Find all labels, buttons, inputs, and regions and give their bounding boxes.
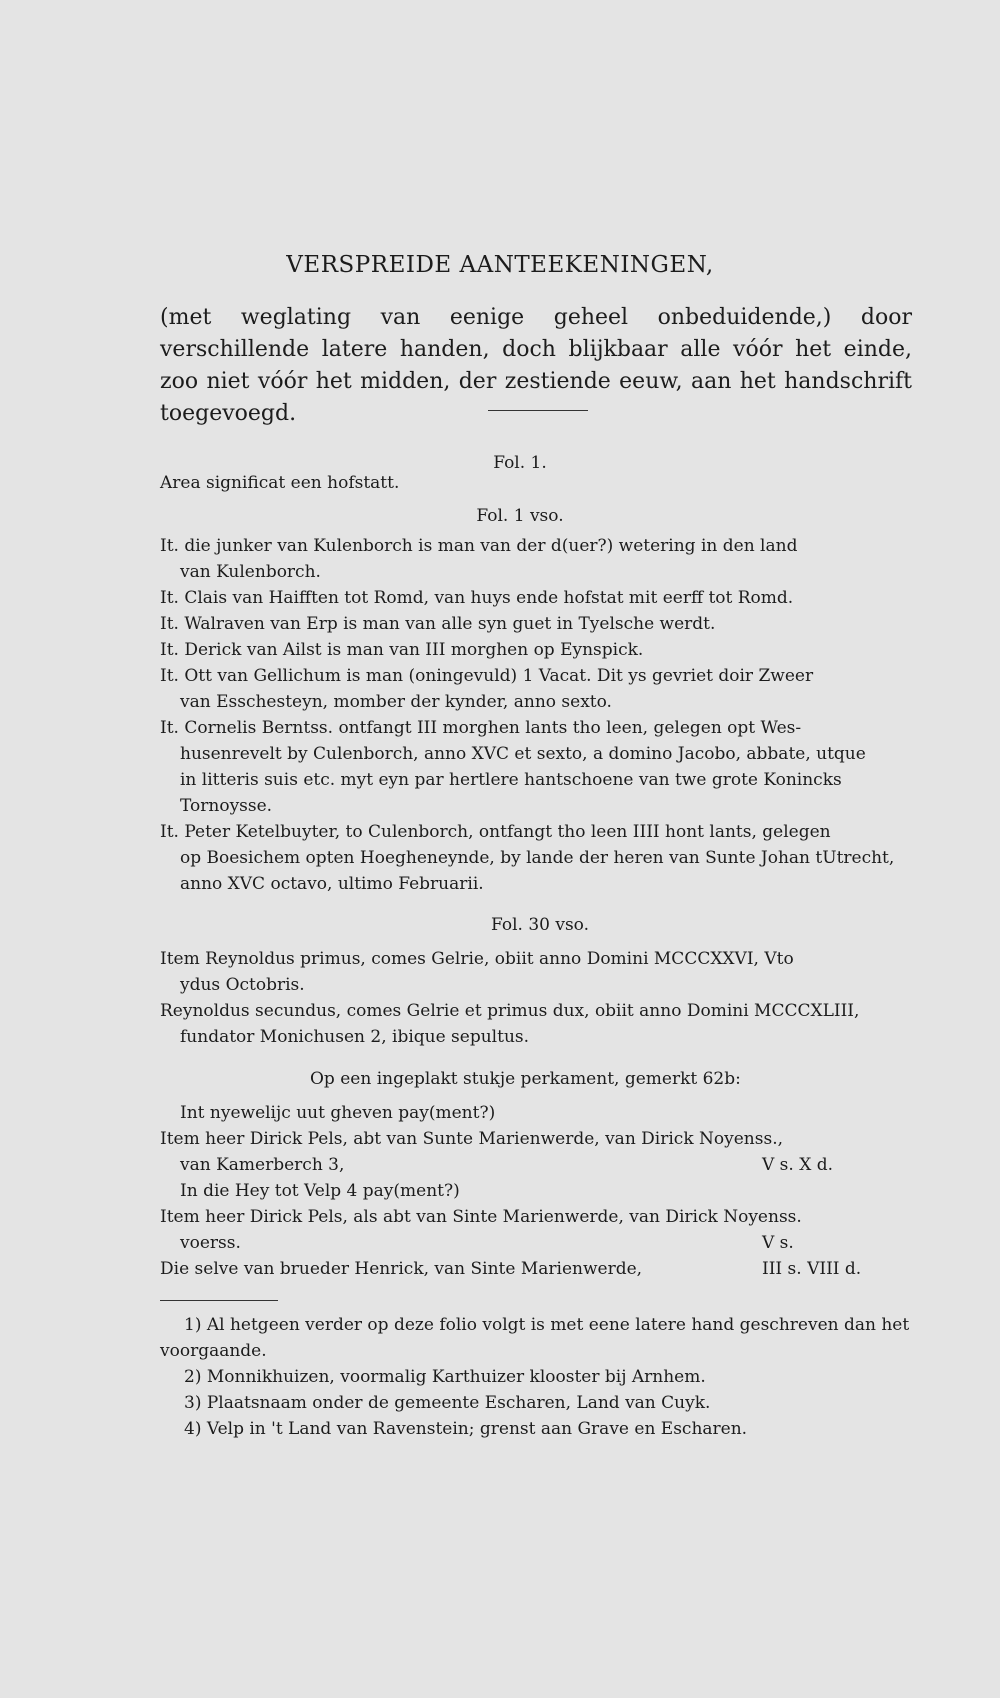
entry-line: van Esschesteyn, momber der kynder, anno sexto. — [180, 692, 612, 712]
folio-heading-1vso: Fol. 1 vso. — [476, 506, 564, 526]
folio-heading-1: Fol. 1. — [493, 453, 547, 473]
section-divider — [488, 410, 588, 411]
footnote-divider — [160, 1300, 278, 1301]
entry-line: It. Walraven van Erp is man van alle syn guet in Tyelsche werdt. — [160, 614, 716, 634]
entry-line: In die Hey tot Velp 4 pay(ment?) — [180, 1181, 460, 1201]
amount: V s. X d. — [762, 1155, 834, 1175]
footnote-1-cont: voorgaande. — [160, 1341, 267, 1361]
entry-line: anno XVC octavo, ultimo Februarii. — [180, 874, 484, 894]
entry-line: Tornoysse. — [180, 796, 273, 816]
entry-line: It. Peter Ketelbuyter, to Culenborch, ontfangt tho leen IIII hont lants, gelegen — [160, 822, 831, 842]
entry-line: Item Reynoldus primus, comes Gelrie, obiit anno Domini MCCCXXVI, Vto — [160, 949, 794, 969]
insert-heading: Op een ingeplakt stukje perkament, gemerkt 62b: — [310, 1069, 741, 1089]
page-title: VERSPREIDE AANTEEKENINGEN, — [286, 252, 714, 278]
amount: V s. — [762, 1233, 794, 1253]
entry-line: It. Clais van Haifften tot Romd, van huys ende hofstat mit eerff tot Romd. — [160, 588, 794, 608]
entry-line: voerss. — [180, 1233, 241, 1253]
folio-heading-30vso: Fol. 30 vso. — [490, 915, 590, 935]
entry-line: in litteris suis etc. myt eyn par hertlere hantschoene van twe grote Konincks — [180, 770, 842, 790]
entry-line: It. Derick van Ailst is man van III morghen op Eynspick. — [160, 640, 644, 660]
entry-line: Int nyewelijc uut gheven pay(ment?) — [180, 1103, 496, 1123]
entry-line: op Boesichem opten Hoegheneynde, by lande der heren van Sunte Johan tUtrecht, — [180, 848, 895, 868]
entry-line: It. Cornelis Berntss. ontfangt III morghen lants tho leen, gelegen opt Wes- — [160, 718, 802, 738]
entry-line: Reynoldus secundus, comes Gelrie et primus dux, obiit anno Domini MCCCXLIII, — [160, 1001, 860, 1021]
entry-line: van Kulenborch. — [180, 562, 321, 582]
entry-line: husenrevelt by Culenborch, anno XVC et sexto, a domino Jacobo, abbate, utque — [180, 744, 866, 764]
entry-line: It. Ott van Gellichum is man (oningevuld) 1 Vacat. Dit ys gevriet doir Zweer — [160, 666, 814, 686]
entry-line: fundator Monichusen 2, ibique sepultus. — [180, 1027, 530, 1047]
footnote-2: 2) Monnikhuizen, voormalig Karthuizer klooster bij Arnhem. — [184, 1367, 706, 1387]
entry-line: ydus Octobris. — [180, 975, 305, 995]
intro-paragraph: (met weglating van eenige geheel onbeduidende,) door verschillende latere handen, doch blijkbaar alle vóór het einde, zoo niet vóór het midden, der zestiende eeuw, aan het handschrift toegevoegd. — [160, 305, 912, 426]
entry-line: Die selve van brueder Henrick, van Sinte Marienwerde, — [160, 1259, 643, 1279]
entry-line: It. die junker van Kulenborch is man van der d(uer?) wetering in den land — [160, 536, 798, 556]
footnote-1: 1) Al hetgeen verder op deze folio volgt is met eene latere hand geschreven dan het — [184, 1315, 910, 1335]
entry-line: Item heer Dirick Pels, als abt van Sinte Marienwerde, van Dirick Noyenss. — [160, 1207, 802, 1227]
amount: III s. VIII d. — [762, 1259, 862, 1279]
note-area: Area significat een hofstatt. — [160, 473, 400, 493]
entry-line: Item heer Dirick Pels, abt van Sunte Marienwerde, van Dirick Noyenss., — [160, 1129, 784, 1149]
footnote-4: 4) Velp in 't Land van Ravenstein; grenst aan Grave en Escharen. — [184, 1419, 748, 1439]
footnote-3: 3) Plaatsnaam onder de gemeente Escharen, Land van Cuyk. — [184, 1393, 711, 1413]
entry-line: van Kamerberch 3, — [180, 1155, 345, 1175]
